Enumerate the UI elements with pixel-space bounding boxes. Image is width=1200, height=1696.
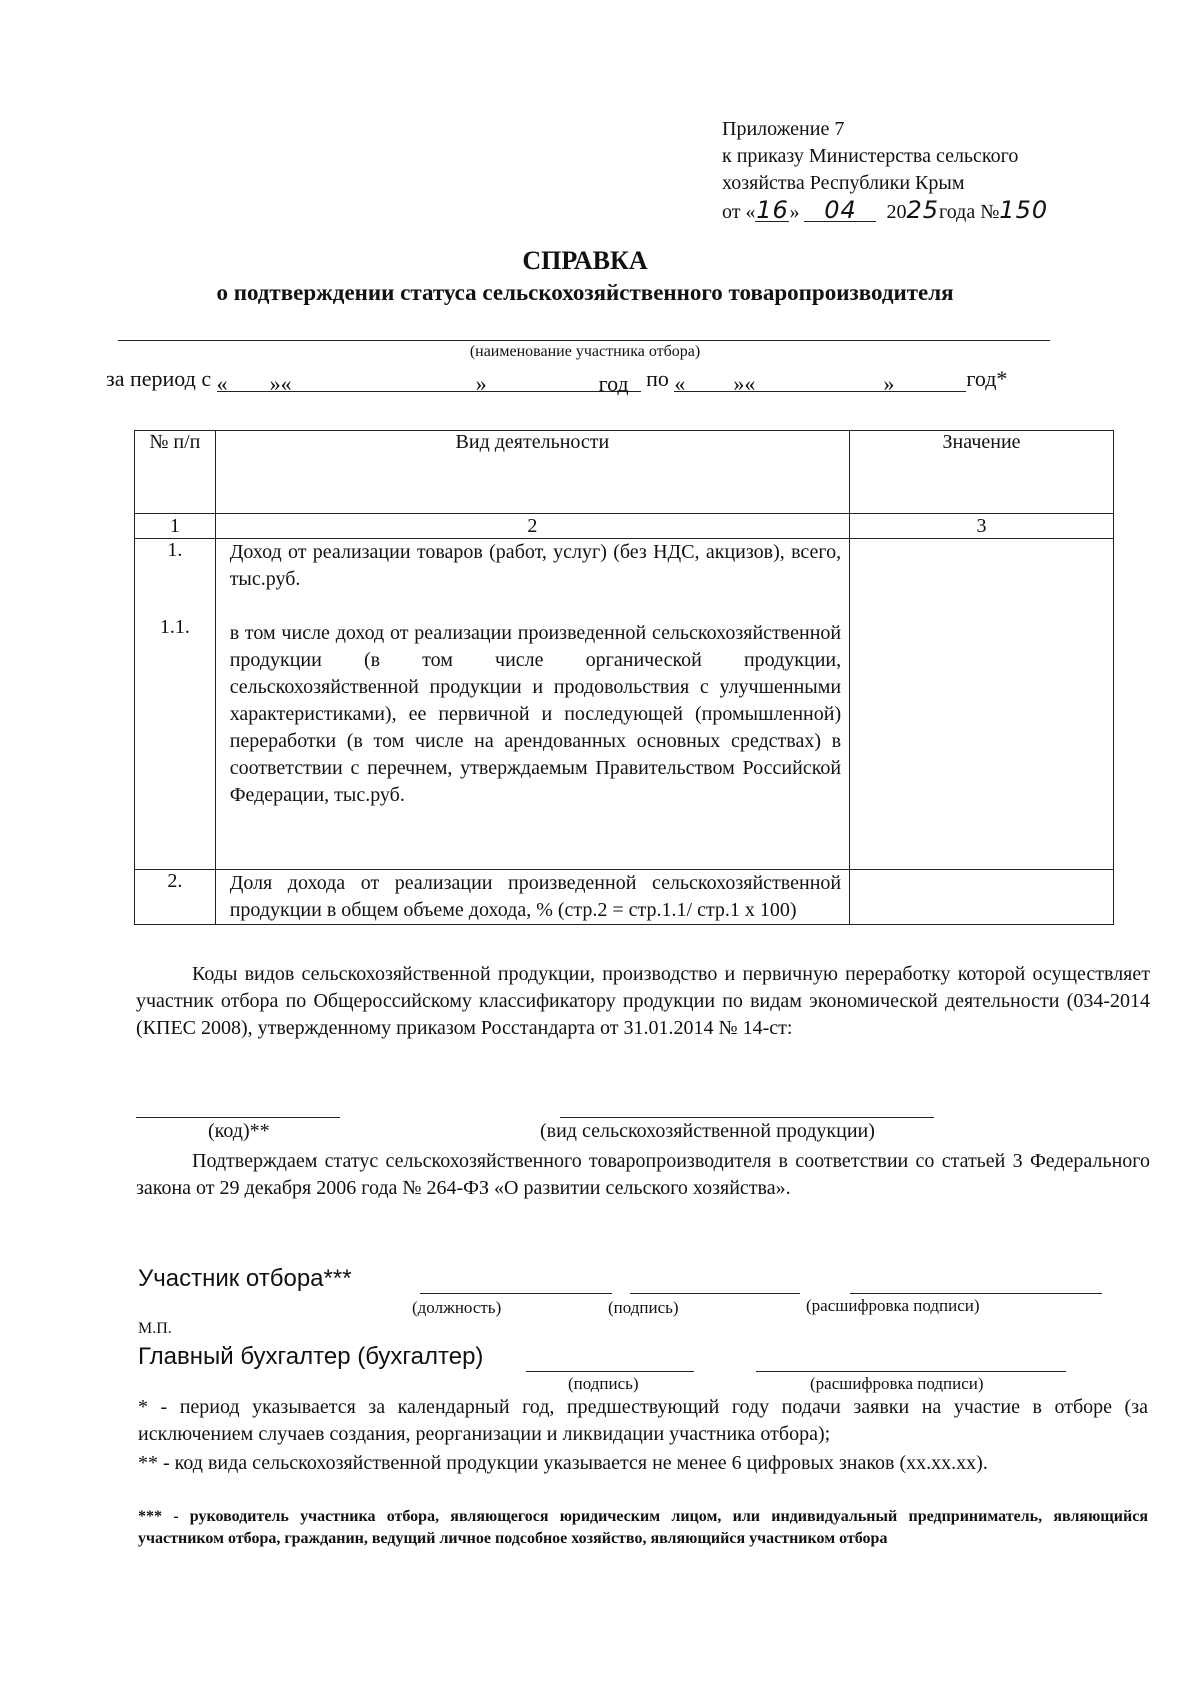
product-caption: (вид сельскохозяйственной продукции)	[540, 1120, 875, 1142]
code-caption: (код)**	[208, 1120, 270, 1142]
footnote-3: *** - руководитель участника отбора, являющегося юридическим лицом, или индивидуальный предприниматель, являющийся участником отбора, гражданин, ведущий личное подсобное хозяйство, являющийся участником отбора	[138, 1508, 1148, 1547]
participant-name-caption: (наименование участника отбора)	[469, 343, 701, 360]
participant-name-line	[118, 340, 1050, 341]
accountant-sign-caption: (подпись)	[568, 1374, 639, 1393]
decode-caption: (расшифровка подписи)	[806, 1296, 980, 1315]
row-2-text: Доля дохода от реализации произведенной сельскохозяйственной продукции в общем объеме дохода, % (стр.2 = стр.1.1/ стр.1 х 100)	[215, 870, 849, 925]
period-to-year-blank	[894, 371, 966, 392]
participant-signature-label: Участник отбора***	[138, 1265, 352, 1292]
confirm-paragraph: Подтверждаем статус сельскохозяйственного товаропроизводителя в соответствии со статьей 3 Федерального закона от 29 декабря 2006 года № 264-ФЗ «О развитии сельского хозяйства».	[136, 1150, 1150, 1199]
sign-caption: (подпись)	[608, 1298, 679, 1317]
period-to-month-blank: « »	[744, 371, 895, 396]
document-title: СПРАВКА	[522, 246, 648, 275]
appendix-line-2: к приказу Министерства сельского	[722, 145, 1019, 167]
table-header-row	[135, 431, 1114, 514]
signature-blank-line	[630, 1293, 800, 1294]
footnote-1: * - период указывается за календарный год, предшествующий году подачи заявки на участие в отборе (за исключением случаев создания, реорганизации и ликвидации участника отбора);	[138, 1396, 1148, 1445]
accountant-signature-label: Главный бухгалтер (бухгалтер)	[138, 1343, 484, 1370]
row-2-value-cell[interactable]	[850, 870, 1114, 925]
row-1-text: Доход от реализации товаров (работ, услуг) (без НДС, акцизов), всего, тыс.руб.	[229, 541, 842, 590]
row-1-1-text: в том числе доход от реализации произведенной сельскохозяйственной продукции (в том числе органической продукции, сельскохозяйственной продукции и продовольствия с улучшенными характеристиками), ее первичной и последующей (промышленной) переработки (в том числе на арендованных основных средствах) в соответствии с перечнем, утверждаемым Правительством Российской Федерации, тыс.руб.	[229, 622, 842, 806]
codes-paragraph: Коды видов сельскохозяйственной продукции, производство и первичную переработку которой осуществляет участник отбора по Общероссийскому классификатору продукции по видам экономической деятельности (034-2014 (КПЕС 2008), утвержденному приказом Росстандарта от 31.01.2014 № 14-ст:	[136, 963, 1150, 1039]
footnote-2: ** - код вида сельскохозяйственной продукции указывается не менее 6 цифровых знаков (хх.хх.хх).	[138, 1452, 988, 1474]
indicators-table	[134, 430, 1114, 925]
period-from-day-blank: « »	[216, 371, 281, 396]
appendix-date-line: от «16» 04 2025года №150	[722, 196, 1049, 224]
position-caption: (должность)	[412, 1298, 502, 1317]
table-row	[135, 870, 1114, 925]
order-year: 25	[906, 196, 940, 224]
document-subtitle: о подтверждении статуса сельскохозяйственного товаропроизводителя	[216, 280, 954, 305]
appendix-block	[722, 116, 1048, 226]
header-value: Значение	[850, 431, 1114, 514]
position-blank-line	[420, 1293, 612, 1294]
row-1-value-cell[interactable]	[850, 539, 1114, 870]
appendix-line-1: Приложение 7	[722, 118, 845, 140]
period-line: за период с « » « » год по « » « » год*	[106, 366, 1008, 396]
code-blank-line	[136, 1117, 340, 1118]
row-1-1-num: 1.1.	[159, 616, 190, 638]
table-row	[135, 539, 1114, 870]
row-2-num: 2.	[135, 870, 216, 925]
period-from-month-blank: « »	[281, 371, 551, 392]
stamp-mark: М.П.	[138, 1320, 172, 1337]
header-activity: Вид деятельности	[215, 431, 849, 514]
row-1-num: 1.	[167, 539, 183, 561]
period-from-year-blank	[551, 371, 599, 392]
accountant-decode-caption: (расшифровка подписи)	[810, 1374, 984, 1393]
signature-decode-blank-line	[850, 1293, 1102, 1294]
product-blank-line	[560, 1117, 934, 1118]
header-num: № п/п	[135, 431, 216, 514]
order-number: 150	[999, 196, 1049, 224]
accountant-signature-line	[526, 1371, 694, 1372]
column-number-row: 1 2 3	[135, 514, 1114, 539]
order-month: 04	[804, 199, 876, 222]
period-to-day-blank: « »	[674, 371, 745, 396]
accountant-decode-line	[756, 1371, 1066, 1372]
appendix-line-3: хозяйства Республики Крым	[722, 172, 965, 194]
order-day: 16	[756, 196, 789, 224]
